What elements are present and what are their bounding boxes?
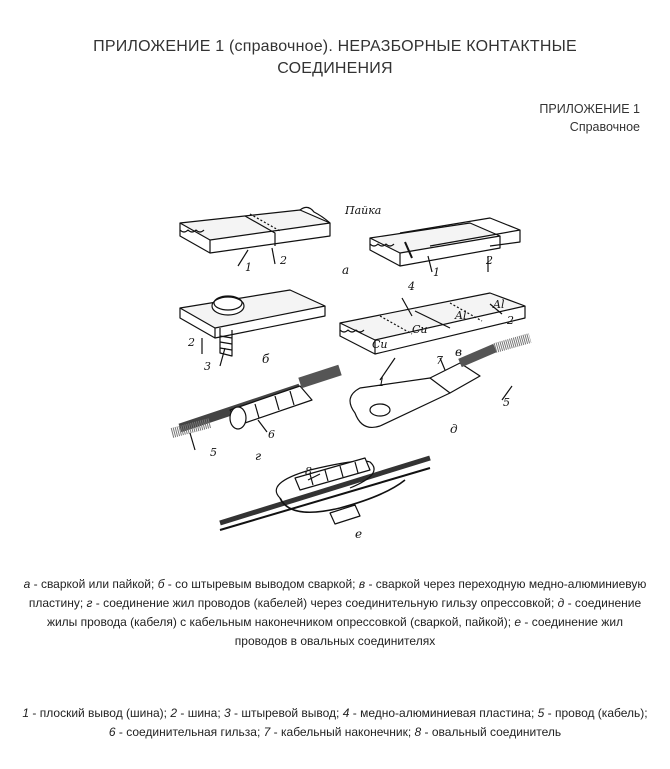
- caption-text-a: - сваркой или пайкой;: [30, 577, 158, 591]
- caption-text-d: - соединение жилы провода (кабеля) с кабельным наконечником опрессовкой (сваркой, пайкой);: [46, 596, 642, 629]
- legend-num-5: 5: [537, 706, 545, 720]
- caption-text-e: - соединение жил проводов в овальных соединителях: [234, 615, 624, 648]
- callout-6-g: 6: [268, 428, 275, 441]
- legend-text-5: - провод (кабель);: [544, 706, 648, 720]
- appendix-line1: ПРИЛОЖЕНИЕ 1: [539, 102, 640, 116]
- material-cu-1: Cu: [372, 338, 388, 351]
- fig-a-soldered-bars: [370, 218, 520, 266]
- fig-a-welded-bars: [180, 207, 330, 253]
- callout-5-g: 5: [210, 446, 217, 459]
- callout-3-b: 3: [204, 360, 211, 373]
- caption-letter-d: д: [557, 596, 565, 610]
- appendix-label: [539, 100, 640, 136]
- callout-2-a2: 2: [486, 254, 493, 267]
- legend-text-3: - штыревой вывод;: [230, 706, 343, 720]
- material-al-1: Al: [455, 309, 467, 322]
- figure-legend: [20, 704, 650, 742]
- solder-label: Пайка: [345, 204, 382, 217]
- caption-letter-a: а: [23, 577, 31, 591]
- material-cu-2: Cu: [412, 323, 428, 336]
- letter-e: е: [355, 527, 363, 541]
- caption-text-v: - сваркой через переходную медно-алюминиевую пластину;: [28, 577, 647, 610]
- callout-1-a: 1: [245, 261, 252, 274]
- figure-drawing: [150, 178, 550, 548]
- caption-text-b: - со штыревым выводом сваркой;: [164, 577, 359, 591]
- caption-letter-g: г: [86, 596, 93, 610]
- callout-7-d: 7: [436, 354, 443, 367]
- callout-4-v: 4: [408, 280, 415, 293]
- legend-text-7: - кабельный наконечник;: [270, 725, 415, 739]
- material-al-2: Al: [493, 298, 505, 311]
- callout-1-a2: 1: [433, 266, 440, 279]
- caption-letter-e: е: [514, 615, 522, 629]
- legend-num-3: 3: [224, 706, 231, 720]
- fig-e-oval-connector: [220, 458, 430, 530]
- legend-num-2: 2: [170, 706, 178, 720]
- legend-num-8: 8: [414, 725, 422, 739]
- legend-num-6: 6: [108, 725, 116, 739]
- legend-text-8: - овальный соединитель: [421, 725, 562, 739]
- callout-8-e: 8: [305, 465, 312, 478]
- callout-2-v: 2: [507, 314, 514, 327]
- letter-v: в: [455, 345, 462, 359]
- page-title: ПРИЛОЖЕНИЕ 1 (справочное). НЕРАЗБОРНЫЕ КОНТАКТНЫЕ СОЕДИНЕНИЯ: [93, 38, 577, 77]
- letter-b: б: [262, 352, 270, 366]
- legend-text-6: - соединительная гильза;: [115, 725, 264, 739]
- appendix-line2: Справочное: [569, 120, 640, 134]
- letter-g: г: [255, 449, 262, 463]
- legend-num-1: 1: [22, 706, 30, 720]
- legend-text-1: - плоский вывод (шина);: [29, 706, 171, 720]
- legend-text-2: - шина;: [177, 706, 224, 720]
- caption-letter-v: в: [358, 577, 366, 591]
- caption-letter-b: б: [157, 577, 165, 591]
- callout-1-v: 1: [378, 376, 385, 389]
- figure-caption: [20, 575, 650, 651]
- legend-num-4: 4: [342, 706, 350, 720]
- legend-num-7: 7: [263, 725, 271, 739]
- callout-2-a: 2: [280, 254, 287, 267]
- contact-connections-figure: [150, 178, 550, 548]
- letter-d: д: [450, 422, 458, 436]
- letter-a: а: [342, 263, 350, 277]
- callout-5-d: 5: [503, 396, 510, 409]
- callout-2-b: 2: [188, 336, 195, 349]
- caption-text-g: - соединение жил проводов (кабелей) через соединительную гильзу опрессовкой;: [92, 596, 558, 610]
- fig-g-crimp-sleeve: [172, 370, 340, 433]
- legend-text-4: - медно-алюминиевая пластина;: [349, 706, 538, 720]
